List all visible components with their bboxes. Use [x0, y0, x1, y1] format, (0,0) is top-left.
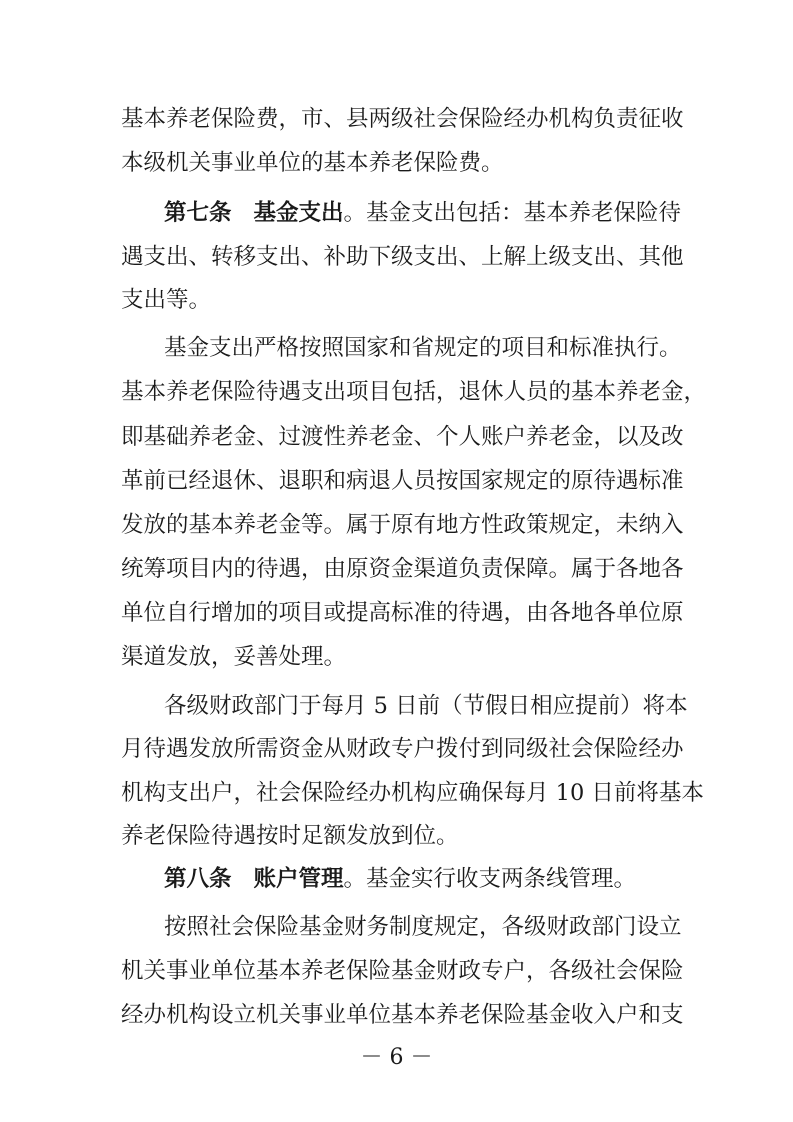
paragraph-line: 发放的基本养老金等。属于原有地方性政策规定，未纳入 — [121, 512, 684, 538]
paragraph-text: 基金实行收支两条线管理。 — [366, 866, 637, 892]
paragraph-line: 按照社会保险基金财务制度规定，各级财政部门设立 — [164, 914, 682, 940]
paragraph-line: 基本养老保险费，市、县两级社会保险经办机构负责征收 — [121, 106, 684, 132]
paragraph-text: 基金支出包括：基本养老保险待 — [366, 200, 682, 226]
paragraph-line: 机构支出户，社会保险经办机构应确保每月 10 日前将基本 — [121, 780, 704, 806]
paragraph-line: 基本养老保险待遇支出项目包括，退休人员的基本养老金， — [121, 379, 707, 405]
article-title: 基金支出 — [253, 200, 344, 226]
paragraph-line: 遇支出、转移支出、补助下级支出、上解上级支出、其他 — [121, 244, 684, 270]
page-number: － 6 － — [360, 1045, 433, 1070]
paragraph-line: 统筹项目内的待遇，由原资金渠道负责保障。属于各地各 — [121, 556, 684, 582]
article-title-punct: 。 — [343, 866, 367, 892]
paragraph-line: 基金支出严格按照国家和省规定的项目和标准执行。 — [164, 335, 682, 361]
paragraph-line: 月待遇发放所需资金从财政专户拨付到同级社会保险经办 — [121, 736, 684, 762]
article-title: 账户管理 — [253, 866, 344, 892]
paragraph-line: 各级财政部门于每月 5 日前（节假日相应提前）将本 — [164, 693, 688, 719]
article-number: 第七条 — [164, 200, 232, 226]
paragraph-line: 本级机关事业单位的基本养老保险费。 — [121, 150, 504, 176]
article-heading-line — [164, 864, 674, 894]
paragraph-line: 机关事业单位基本养老保险基金财政专户，各级社会保险 — [121, 958, 684, 984]
article-number: 第八条 — [164, 866, 232, 892]
paragraph-line: 养老保险待遇按时足额发放到位。 — [121, 823, 459, 849]
paragraph-line: 渠道发放，妥善处理。 — [121, 644, 347, 670]
article-title-punct: 。 — [343, 200, 367, 226]
paragraph-line: 支出等。 — [121, 287, 212, 313]
paragraph-line: 单位自行增加的项目或提高标准的待遇，由各地各单位原 — [121, 600, 684, 626]
paragraph-line: 经办机构设立机关事业单位基本养老保险基金收入户和支 — [121, 1002, 684, 1028]
paragraph-line: 即基础养老金、过渡性养老金、个人账户养老金，以及改 — [121, 424, 684, 450]
paragraph-line: 革前已经退休、退职和病退人员按国家规定的原待遇标准 — [121, 468, 684, 494]
article-heading-line — [164, 198, 682, 228]
